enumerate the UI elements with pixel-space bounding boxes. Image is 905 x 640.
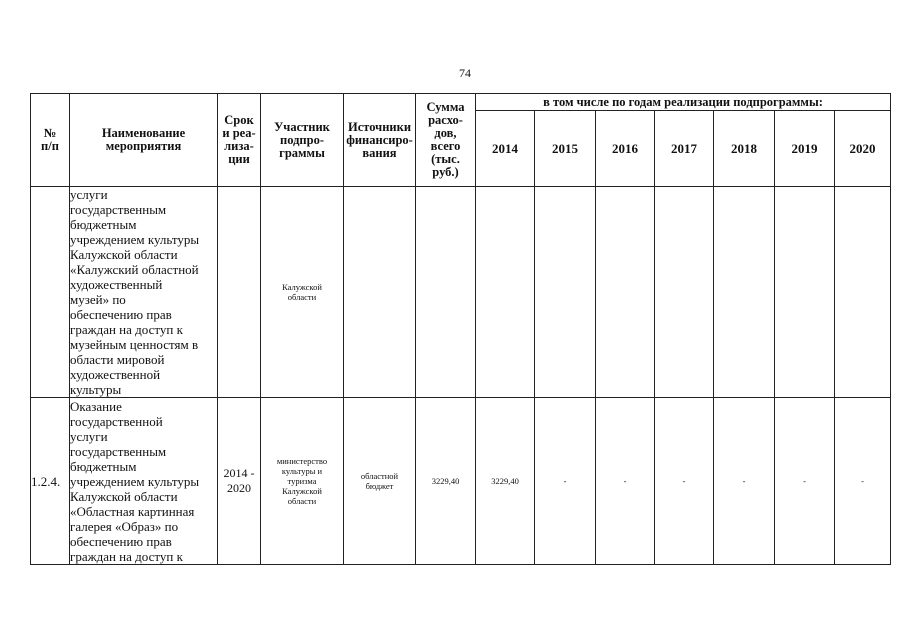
header-year-2019: 2019	[775, 111, 835, 187]
header-sources: Источники финансиро- вания	[344, 94, 416, 187]
row-sum: 3229,40	[416, 398, 476, 565]
financing-table	[30, 93, 891, 565]
header-year-2015: 2015	[535, 111, 596, 187]
header-year-2016: 2016	[596, 111, 655, 187]
row-year-value: -	[535, 398, 596, 565]
table-row	[31, 187, 891, 398]
row-participant: Калужской области	[261, 187, 344, 398]
row-source	[344, 187, 416, 398]
row-year-value: -	[714, 398, 775, 565]
row-year-value: -	[835, 398, 891, 565]
row-name: услуги государственным бюджетным учреждением культуры Калужской области «Калужский областной художественный музей» по обеспечению прав граждан на доступ к музейным ценностям в области мировой художественной культуры	[70, 187, 218, 398]
header-year-2017: 2017	[655, 111, 714, 187]
row-year-value: -	[775, 398, 835, 565]
row-year-value	[775, 187, 835, 398]
row-name: Оказание государственной услуги государственным бюджетным учреждением культуры Калужской области «Областная картинная галерея «Образ» по обеспечению прав граждан на доступ к	[70, 398, 218, 565]
row-period: 2014 - 2020	[218, 398, 261, 565]
row-year-value: 3229,40	[476, 398, 535, 565]
row-year-value: -	[596, 398, 655, 565]
row-num	[31, 187, 70, 398]
row-year-value	[835, 187, 891, 398]
header-year-2014: 2014	[476, 111, 535, 187]
header-year-2018: 2018	[714, 111, 775, 187]
row-participant: министерство культуры и туризма Калужской области	[261, 398, 344, 565]
header-num: № п/п	[31, 94, 70, 187]
row-num: 1.2.4.	[31, 398, 70, 565]
table-row	[31, 398, 891, 565]
row-year-value	[476, 187, 535, 398]
page-number: 74	[459, 66, 471, 80]
header-name: Наименование мероприятия	[70, 94, 218, 187]
header-year-2020: 2020	[835, 111, 891, 187]
row-source: областной бюджет	[344, 398, 416, 565]
row-year-value: -	[655, 398, 714, 565]
header-participant: Участник подпро- граммы	[261, 94, 344, 187]
row-year-value	[535, 187, 596, 398]
row-year-value	[714, 187, 775, 398]
row-period	[218, 187, 261, 398]
header-sum: Сумма расхо- дов, всего (тыс. руб.)	[416, 94, 476, 187]
header-years-group: в том числе по годам реализации подпрограммы:	[476, 94, 891, 111]
row-sum	[416, 187, 476, 398]
header-period: Срок и реа- лиза- ции	[218, 94, 261, 187]
row-year-value	[655, 187, 714, 398]
row-year-value	[596, 187, 655, 398]
